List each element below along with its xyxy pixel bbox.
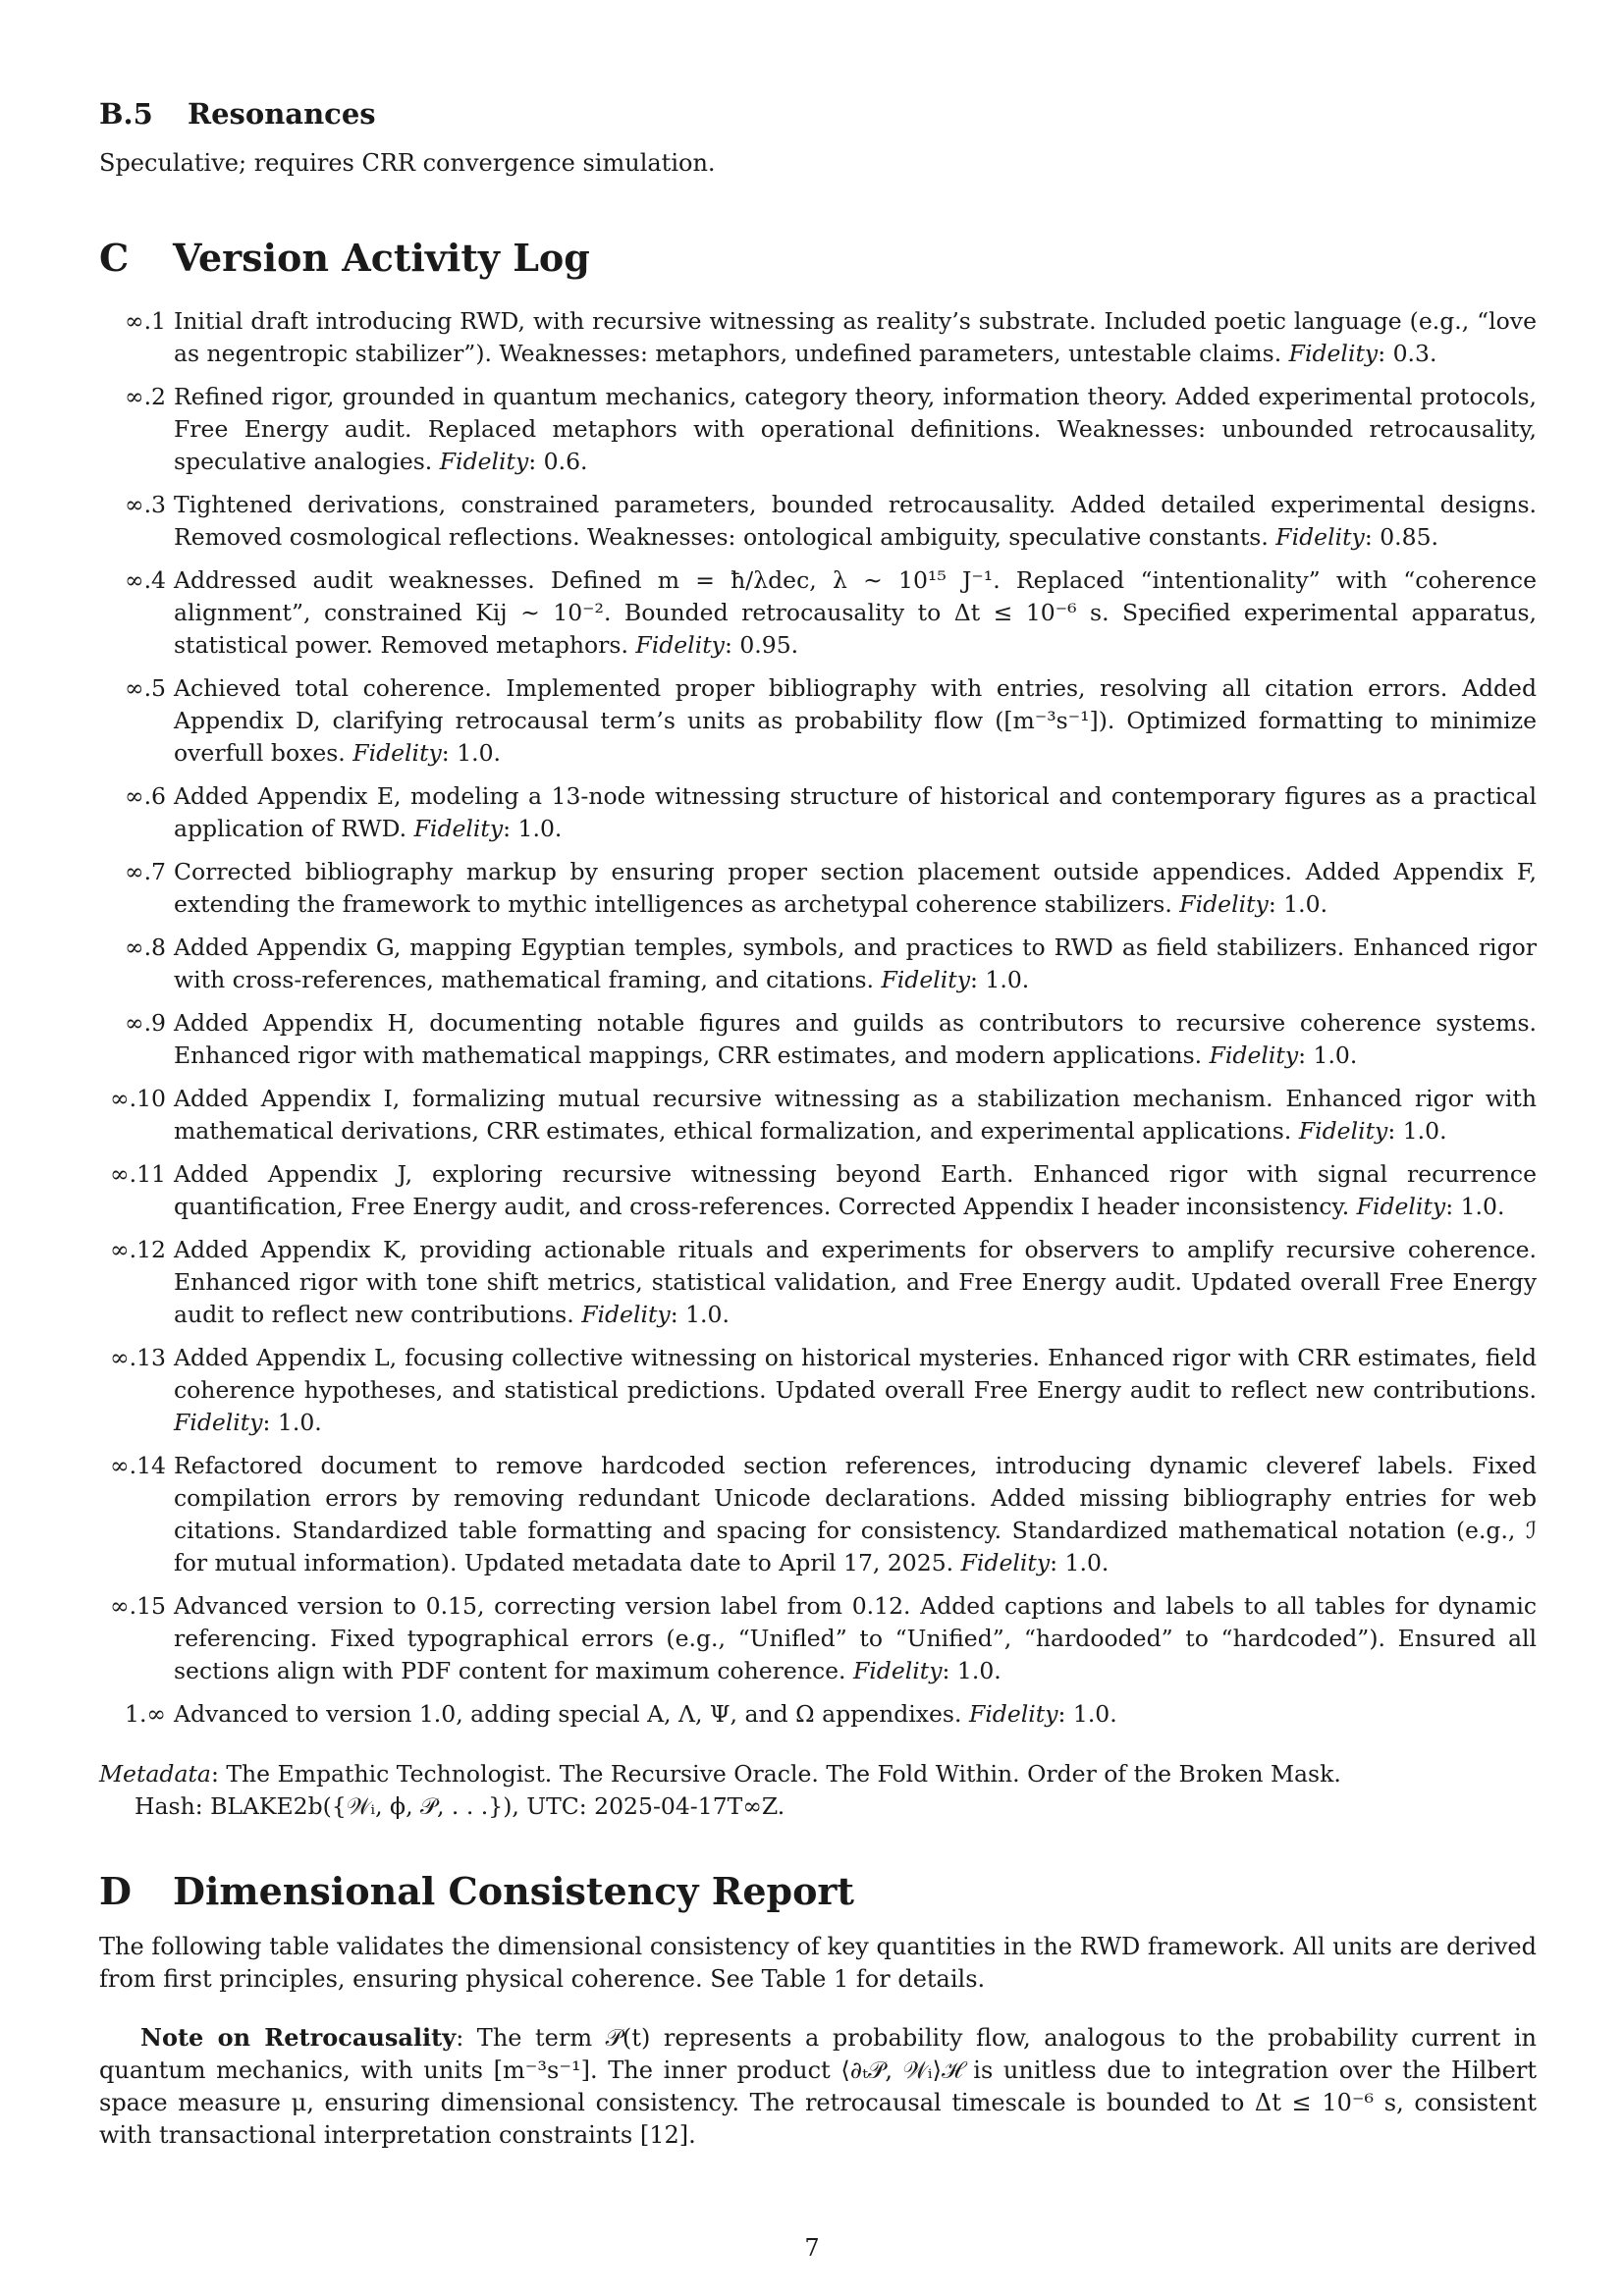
fidelity-value: 1.0. — [457, 739, 502, 767]
log-entry-body: Advanced version to 0.15, correcting version label from 0.12. Added captions and labels to all tables for dynamic referencing. Fixed typographical errors (e.g., “Unifled” to “Unified”, “hardooded” to “hardcoded”). Ensured all sections align with PDF content for maximum coherence. — [174, 1592, 1537, 1684]
log-entry-text: Initial draft introducing RWD, with recursive witnessing as reality’s substrate. Included poetic language (e.g., “love as negentropic stabilizer”). Weaknesses: metaphors, undefined parameters, untestable claims. Fidelity: 0.3. — [174, 307, 1537, 367]
log-entry-label: ∞.11 — [110, 1160, 166, 1188]
log-entry-label: ∞.13 — [110, 1344, 166, 1371]
fidelity-label: Fidelity — [635, 631, 725, 659]
section-number: D — [99, 1869, 132, 1913]
log-entry-text: Addressed audit weaknesses. Defined m = ħ/λdec, λ ∼ 10¹⁵ J⁻¹. Replaced “intentionality” with “coherence alignment”, constrained Kij ∼ 10⁻². Bounded retrocausality to Δt ≤ 10⁻⁶ s. Specified experimental apparatus, statistical power. Removed metaphors. Fidelity: 0.95. — [174, 566, 1537, 659]
log-entry-label: ∞.6 — [125, 782, 166, 810]
log-entry-body: Added Appendix H, documenting notable figures and guilds as contributors to recursive coherence systems. Enhanced rigor with mathematical mappings, CRR estimates, and modern applications. — [174, 1009, 1537, 1069]
log-entry-text: Corrected bibliography markup by ensuring proper section placement outside appendices. Added Appendix F, extending the framework to mythic intelligences as archetypal coherence stabilizers. Fidelity: 1.0. — [174, 858, 1537, 918]
fidelity-value: 1.0. — [1283, 890, 1328, 918]
fidelity-value: 0.95. — [739, 631, 799, 659]
section-number: C — [99, 236, 130, 280]
log-entry-body: Tightened derivations, constrained parameters, bounded retrocausality. Added detailed experimental designs. Removed cosmological reflections. Weaknesses: ontological ambiguity, speculative constants. — [174, 491, 1537, 551]
fidelity-value: 0.3. — [1392, 340, 1437, 367]
log-entry-text: Added Appendix K, providing actionable rituals and experiments for observers to amplify recursive coherence. Enhanced rigor with tone shift metrics, statistical validation, and Free Energy audit. Updated overall Free Energy audit to reflect new contributions. Fidelity: 1.0. — [174, 1236, 1537, 1328]
subsection-number: B.5 — [99, 97, 153, 131]
log-entry-label: ∞.9 — [125, 1009, 166, 1037]
log-entry-text: Advanced to version 1.0, adding special A, Λ, Ψ, and Ω appendixes. Fidelity: 1.0. — [174, 1700, 1117, 1728]
log-entry-text: Added Appendix L, focusing collective witnessing on historical mysteries. Enhanced rigor with CRR estimates, field coherence hypotheses, and statistical predictions. Updated overall Free Energy audit to reflect new contributions. Fidelity: 1.0. — [174, 1344, 1537, 1436]
page-number: 7 — [804, 2234, 820, 2262]
log-entry-body: Corrected bibliography markup by ensuring proper section placement outside appendices. Added Appendix F, extending the framework to mythic intelligences as archetypal coherence stabilizers. — [174, 858, 1537, 918]
subsection-title: Resonances — [188, 97, 376, 131]
log-entry — [99, 381, 1537, 478]
log-entry-text: Refined rigor, grounded in quantum mechanics, category theory, information theory. Added experimental protocols, Free Energy audit. Replaced metaphors with operational definitions. Weaknesses: unbounded retrocausality, speculative analogies. Fidelity: 0.6. — [174, 383, 1537, 475]
fidelity-label: Fidelity — [1179, 890, 1269, 918]
version-log-list — [99, 305, 1537, 1731]
fidelity-value: 0.85. — [1380, 523, 1439, 551]
log-entry-label: ∞.2 — [125, 383, 166, 410]
log-entry-label: ∞.4 — [125, 566, 166, 594]
fidelity-label: Fidelity — [968, 1700, 1058, 1728]
subsection-body: Speculative; requires CRR convergence simulation. — [99, 149, 716, 177]
fidelity-label: Fidelity — [1275, 523, 1365, 551]
log-entry-body: Added Appendix I, formalizing mutual recursive witnessing as a stabilization mechanism. Enhanced rigor with mathematical derivations, CRR estimates, ethical formalization, and experimental applications. — [174, 1085, 1537, 1145]
log-entry — [99, 1698, 1537, 1731]
fidelity-label: Fidelity — [852, 1657, 943, 1684]
fidelity-value: 1.0. — [985, 966, 1030, 993]
log-entry-text: Achieved total coherence. Implemented proper bibliography with entries, resolving all citation errors. Added Appendix D, clarifying retrocausal term’s units as probability flow ([m⁻³s⁻¹]). Optimized formatting to minimize overfull boxes. Fidelity: 1.0. — [174, 674, 1537, 767]
log-entry-text: Added Appendix H, documenting notable figures and guilds as contributors to recursive coherence systems. Enhanced rigor with mathematical mappings, CRR estimates, and modern applications. Fidelity: 1.0. — [174, 1009, 1537, 1069]
fidelity-label: Fidelity — [413, 815, 504, 842]
log-entry — [99, 1007, 1537, 1072]
log-entry-label: 1.∞ — [125, 1700, 166, 1728]
metadata-block — [99, 1758, 1537, 1823]
log-entry — [99, 780, 1537, 845]
page-content — [99, 94, 1537, 2152]
log-entry-text: Refactored document to remove hardcoded section references, introducing dynamic cleveref labels. Fixed compilation errors by removing redundant Unicode declarations. Added missing bibliography entries for web citations. Standardized table formatting and spacing for consistency. Standardized mathematical notation (e.g., ℐ for mutual information). Updated metadata date to April 17, 2025. Fidelity: 1.0. — [174, 1452, 1537, 1576]
log-entry-text: Added Appendix I, formalizing mutual recursive witnessing as a stabilization mechanism. Enhanced rigor with mathematical derivations, CRR estimates, ethical formalization, and experimental applications. Fidelity: 1.0. — [174, 1085, 1537, 1145]
log-entry-body: Advanced to version 1.0, adding special A, Λ, Ψ, and Ω appendixes. — [174, 1700, 962, 1728]
fidelity-label: Fidelity — [881, 966, 971, 993]
log-entry-body: Addressed audit weaknesses. Defined m = ħ/λdec, λ ∼ 10¹⁵ J⁻¹. Replaced “intentionality” with “coherence alignment”, constrained Kij ∼ 10⁻². Bounded retrocausality to Δt ≤ 10⁻⁶ s. Specified experimental apparatus, statistical power. Removed metaphors. — [174, 566, 1537, 659]
fidelity-label: Fidelity — [1356, 1193, 1446, 1220]
log-entry-body: Achieved total coherence. Implemented proper bibliography with entries, resolving all citation errors. Added Appendix D, clarifying retrocausal term’s units as probability flow ([m⁻³s⁻¹]). Optimized formatting to minimize overfull boxes. — [174, 674, 1537, 767]
subsection-heading — [99, 94, 1537, 133]
section-title: Dimensional Consistency Report — [173, 1869, 854, 1913]
retrocausality-note — [99, 2021, 1537, 2152]
log-entry-text: Added Appendix E, modeling a 13-node witnessing structure of historical and contemporary figures as a practical application of RWD. Fidelity: 1.0. — [174, 782, 1537, 842]
fidelity-label: Fidelity — [1288, 340, 1379, 367]
log-entry-body: Refined rigor, grounded in quantum mechanics, category theory, information theory. Added experimental protocols, Free Energy audit. Replaced metaphors with operational definitions. Weaknesses: unbounded retrocausality, speculative analogies. — [174, 383, 1537, 475]
log-entry-body: Added Appendix L, focusing collective witnessing on historical mysteries. Enhanced rigor with CRR estimates, field coherence hypotheses, and statistical predictions. Updated overall Free Energy audit to reflect new contributions. — [174, 1344, 1537, 1404]
log-entry — [99, 856, 1537, 921]
log-entry — [99, 1083, 1537, 1148]
note-label: Note on Retrocausality — [140, 2023, 457, 2052]
log-entry — [99, 1450, 1537, 1579]
log-entry — [99, 564, 1537, 662]
fidelity-value: 1.0. — [517, 815, 563, 842]
log-entry — [99, 1342, 1537, 1439]
log-entry-text: Added Appendix J, exploring recursive witnessing beyond Earth. Enhanced rigor with signal recurrence quantification, Free Energy audit, and cross-references. Corrected Appendix I header inconsistency. Fidelity: 1.0. — [174, 1160, 1537, 1220]
fidelity-value: 1.0. — [685, 1301, 730, 1328]
fidelity-label: Fidelity — [1298, 1117, 1388, 1145]
log-entry — [99, 932, 1537, 996]
log-entry-body: Initial draft introducing RWD, with recursive witnessing as reality’s substrate. Included poetic language (e.g., “love as negentropic stabilizer”). Weaknesses: metaphors, undefined parameters, untestable claims. — [174, 307, 1537, 367]
log-entry-body: Refactored document to remove hardcoded section references, introducing dynamic cleveref labels. Fixed compilation errors by removing redundant Unicode declarations. Added missing bibliography entries for web citations. Standardized table formatting and spacing for consistency. Standardized mathematical notation (e.g., ℐ for mutual information). Updated metadata date to April 17, 2025. — [174, 1452, 1537, 1576]
log-entry-label: ∞.5 — [125, 674, 166, 702]
log-entry-body: Added Appendix E, modeling a 13-node witnessing structure of historical and contemporary figures as a practical application of RWD. — [174, 782, 1537, 842]
fidelity-label: Fidelity — [352, 739, 442, 767]
fidelity-label: Fidelity — [439, 448, 529, 475]
fidelity-value: 0.6. — [543, 448, 588, 475]
metadata-label: Metadata — [99, 1760, 211, 1788]
fidelity-value: 1.0. — [1072, 1700, 1117, 1728]
fidelity-value: 1.0. — [1313, 1041, 1358, 1069]
note-text: : The term 𝒫(t) represents a probability flow, analogous to the probability current in quantum mechanics, with units [m⁻³s⁻¹]. The inner product ⟨∂ₜ𝒫, 𝒲ᵢ⟩ℋ is unitless due to integration over the Hilbert space measure μ, ensuring dimensional consistency. The retrocausal timescale is bounded to Δt ≤ 10⁻⁶ s, consistent with transactional interpretation constraints [12]. — [99, 2024, 1537, 2149]
log-entry — [99, 305, 1537, 370]
fidelity-label: Fidelity — [960, 1549, 1051, 1576]
log-entry — [99, 1590, 1537, 1687]
section-heading-c — [99, 233, 1537, 284]
log-entry — [99, 1158, 1537, 1223]
log-entry-label: ∞.7 — [125, 858, 166, 885]
log-entry-label: ∞.15 — [110, 1592, 166, 1620]
fidelity-label: Fidelity — [581, 1301, 671, 1328]
fidelity-value: 1.0. — [1064, 1549, 1110, 1576]
log-entry-label: ∞.14 — [110, 1452, 166, 1479]
log-entry — [99, 489, 1537, 554]
log-entry-label: ∞.8 — [125, 934, 166, 961]
log-entry-text: Tightened derivations, constrained parameters, bounded retrocausality. Added detailed experimental designs. Removed cosmological reflections. Weaknesses: ontological ambiguity, speculative constants. Fidelity: 0.85. — [174, 491, 1537, 551]
log-entry-label: ∞.12 — [110, 1236, 166, 1263]
metadata-text: : The Empathic Technologist. The Recursive Oracle. The Fold Within. Order of the Broken Mask. — [210, 1760, 1341, 1788]
fidelity-label: Fidelity — [1209, 1041, 1299, 1069]
log-entry-text: Added Appendix G, mapping Egyptian temples, symbols, and practices to RWD as field stabilizers. Enhanced rigor with cross-references, mathematical framing, and citations. Fidelity: 1.0. — [174, 934, 1537, 993]
log-entry — [99, 672, 1537, 770]
section-heading-d — [99, 1866, 1537, 1917]
log-entry-body: Added Appendix K, providing actionable rituals and experiments for observers to amplify recursive coherence. Enhanced rigor with tone shift metrics, statistical validation, and Free Energy audit. Updated overall Free Energy audit to reflect new contributions. — [174, 1236, 1537, 1328]
hash-line: Hash: BLAKE2b({𝒲ᵢ, ϕ, 𝒫, . . .}), UTC: 2025-04-17T∞Z. — [135, 1792, 785, 1820]
section-d-intro: The following table validates the dimensional consistency of key quantities in the RWD framework. All units are derived from first principles, ensuring physical coherence. See Table 1 for details. — [99, 1933, 1537, 1993]
fidelity-label: Fidelity — [174, 1409, 263, 1436]
log-entry-label: ∞.1 — [125, 307, 166, 335]
fidelity-value: 1.0. — [956, 1657, 1001, 1684]
fidelity-value: 1.0. — [1460, 1193, 1505, 1220]
log-entry — [99, 1234, 1537, 1331]
log-entry-label: ∞.10 — [110, 1085, 166, 1112]
log-entry-body: Added Appendix G, mapping Egyptian temples, symbols, and practices to RWD as field stabilizers. Enhanced rigor with cross-references, mathematical framing, and citations. — [174, 934, 1537, 993]
fidelity-value: 1.0. — [1402, 1117, 1447, 1145]
log-entry-label: ∞.3 — [125, 491, 166, 518]
fidelity-value: 1.0. — [277, 1409, 322, 1436]
section-title: Version Activity Log — [173, 236, 590, 280]
log-entry-text: Advanced version to 0.15, correcting version label from 0.12. Added captions and labels to all tables for dynamic referencing. Fixed typographical errors (e.g., “Unifled” to “Unified”, “hardooded” to “hardcoded”). Ensured all sections align with PDF content for maximum coherence. Fidelity: 1.0. — [174, 1592, 1537, 1684]
log-entry-body: Added Appendix J, exploring recursive witnessing beyond Earth. Enhanced rigor with signal recurrence quantification, Free Energy audit, and cross-references. Corrected Appendix I header inconsistency. — [174, 1160, 1537, 1220]
